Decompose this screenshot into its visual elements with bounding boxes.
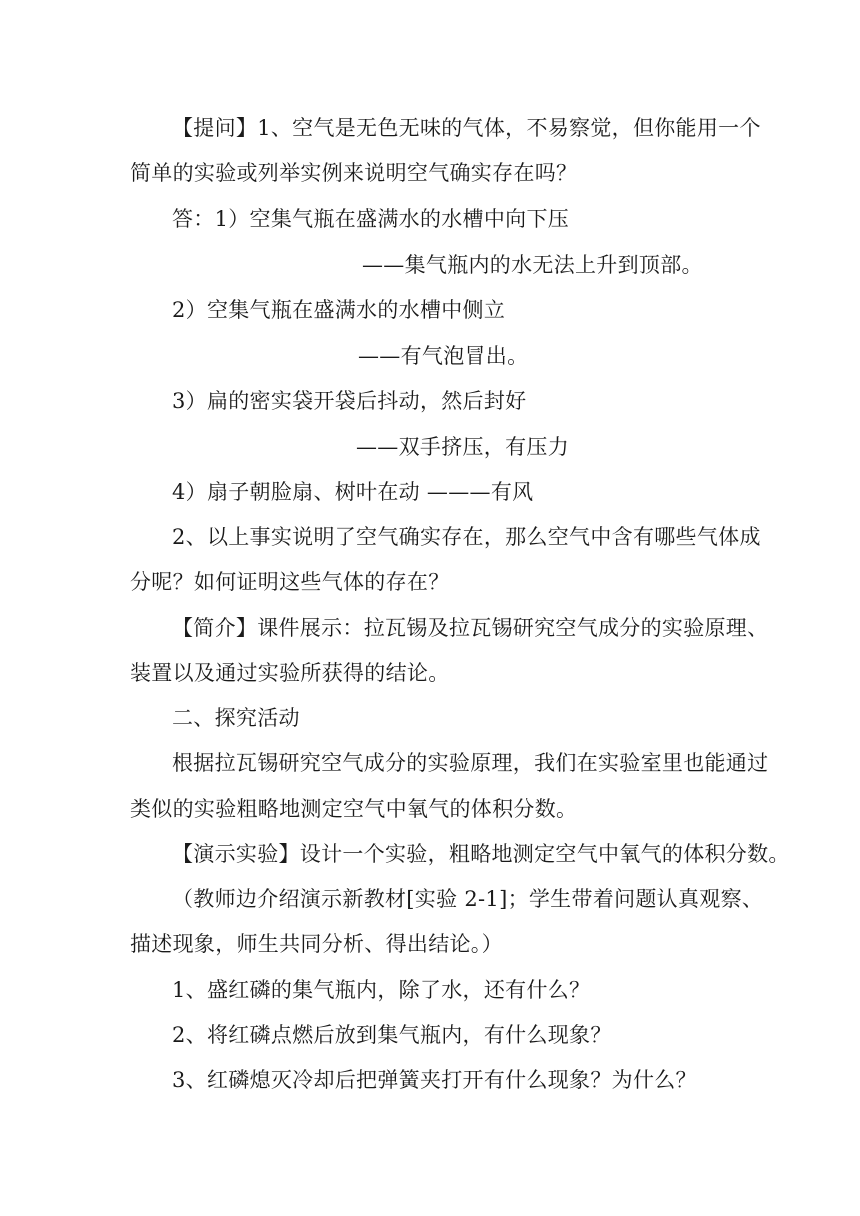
intro-line-1: 【简介】课件展示：拉瓦锡及拉瓦锡研究空气成分的实验原理、 [172,616,769,640]
intro-line-2: 装置以及通过实验所获得的结论。 [130,661,450,685]
answer-1-result: ——集气瓶内的水无法上升到顶部。 [362,253,703,277]
demo-experiment: 【演示实验】设计一个实验，粗略地测定空气中氧气的体积分数。 [172,842,790,866]
observation-question-3: 3、红磷熄灭冷却后把弹簧夹打开有什么现象？为什么？ [172,1068,697,1092]
section-heading: 二、探究活动 [172,706,300,730]
answer-2-result: ——有气泡冒出。 [358,344,529,368]
question-paragraph-line-2: 简单的实验或列举实例来说明空气确实存在吗？ [130,161,578,185]
principle-line-1: 根据拉瓦锡研究空气成分的实验原理，我们在实验室里也能通过 [172,751,769,775]
teacher-note-line-1: （教师边介绍演示新教材[实验 2-1]；学生带着问题认真观察、 [172,887,764,911]
question-2-line-1: 2、以上事实说明了空气确实存在，那么空气中含有哪些气体成 [172,525,761,549]
question-2-line-2: 分呢？如何证明这些气体的存在？ [130,570,450,594]
observation-question-2: 2、将红磷点燃后放到集气瓶内，有什么现象？ [172,1023,612,1047]
answer-1: 答：1）空集气瓶在盛满水的水槽中向下压 [172,207,570,231]
answer-3-result: ——双手挤压，有压力 [356,435,569,459]
answer-3: 3）扁的密实袋开袋后抖动，然后封好 [172,389,527,413]
observation-question-1: 1、盛红磷的集气瓶内，除了水，还有什么？ [172,978,591,1002]
answer-4: 4）扇子朝脸扇、树叶在动 ———有风 [172,480,534,504]
principle-line-2: 类似的实验粗略地测定空气中氧气的体积分数。 [130,797,578,821]
question-paragraph-line-1: 【提问】1、空气是无色无味的气体，不易察觉，但你能用一个 [172,116,761,140]
answer-2: 2）空集气瓶在盛满水的水槽中侧立 [172,298,506,322]
teacher-note-line-2: 描述现象，师生共同分析、得出结论。） [130,932,503,956]
